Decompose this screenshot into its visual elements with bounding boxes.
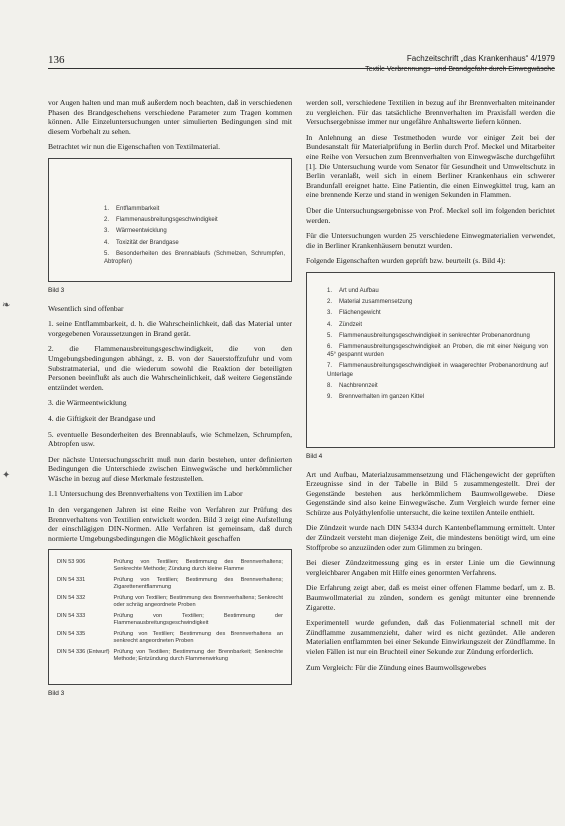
- list-item: 5. Flammenausbreitungsgeschwindigkeit in senkrechter Probenanordnung: [327, 332, 530, 339]
- table-row: DIN 54 336 (Entwurf) Prüfung von Textilien; Bestimmung der Brennbarkeit; Senkrechte Methode; Entzündung durch Flammenwirkung: [57, 649, 283, 663]
- subsection-paragraph: In den vergangenen Jahren ist eine Reihe von Verfahren zur Prüfung des Brennverhaltens von Textilien entwickelt worden. Bild 3 zeigt eine Aufstellung der einschlägigen DIN-Normen. Alle Verfahren ist gemeinsam, daß durch normierte Umgebungsbedingungen die Möglichkeit geschaffen: [48, 505, 292, 543]
- list-item: 5. Besonderheiten des Brennablaufs (Schmelzen, Schrumpfen, Abtropfen): [104, 250, 285, 265]
- subsection-heading: 1.1 Untersuchung des Brennverhaltens von Textilien im Labor: [48, 489, 243, 499]
- paragraph: Bei dieser Zündzeitmessung ging es in erster Linie um die Gewinnung vergleichbarer Angaben mit Hilfe eines genormten Verfahrens.: [306, 558, 555, 577]
- figure-box-standards: [48, 549, 292, 685]
- figure-caption: Bild 3: [48, 286, 65, 294]
- lead-paragraph: Betrachtet wir nun die Eigenschaften von Textilmaterial.: [48, 142, 221, 152]
- list-item: 9. Brennverhalten im ganzen Kittel: [327, 393, 425, 400]
- table-row: DIN 54 335 Prüfung von Textilien; Bestimmung des Brennverhaltens an senkrecht angeordneten Proben: [57, 631, 283, 645]
- paragraph: werden soll, verschiedene Textilien in bezug auf ihr Brennverhalten miteinander zu vergleichen. Für das tatsächliche Brennverhalten im Praxisfall werden die Versuchsergebnisse immer nur ungefähre Anhaltswerte liefern können.: [306, 98, 555, 127]
- point-item: 5. eventuelle Besonderheiten des Brennablaufs, wie Schmelzen, Schrumpfen, Abtropfen usw.: [48, 429, 292, 449]
- list-item: 7. Flammenausbreitungsgeschwindigkeit in waagerechter Probenanordnung auf Unterlage: [327, 363, 548, 378]
- margin-mark: ❧: [2, 300, 11, 311]
- page-number: 136: [48, 54, 65, 66]
- left-column: [48, 98, 292, 707]
- list-item: 3. Flächengewicht: [327, 310, 381, 317]
- list-item: 2. Material zusammensetzung: [327, 299, 413, 306]
- paragraph: Art und Aufbau, Materialzusammensetzung und Flächengewicht der geprüften Erzeugnisse sind in der Tabelle in Bild 5 zusammengestellt. Drei der Gegenstände bestehen aus herkömmlichem Baumwollgewebe. Diese Gegenstände sind also keine Einwegwäsche. Zum Vergleich wurde ferner eine Schürze aus Polyäthylenfolie untersucht, die keine textilen Anteile enthielt.: [306, 469, 555, 517]
- table-row: DIN 54 332 Prüfung von Textilien; Bestimmung des Brennverhaltens; Senkrecht oder schräg angeordnete Proben: [57, 595, 283, 609]
- point-item: 1. seine Entflammbarkeit, d. h. die Wahrscheinlichkeit, daß das Material unter vorgegebenen Voraussetzungen in Brand gerät.: [48, 319, 292, 338]
- tested-properties-list: [317, 281, 548, 401]
- page-header: [48, 52, 555, 82]
- list-item: 1. Art und Aufbau: [327, 287, 379, 294]
- paragraph: Experimentell wurde gefunden, daß das Folienmaterial schnell mit der Zündflamme zusammenzieht, daher wird es nicht gezündet. Alle anderen Materialien entflammten bei einer Sekunde Einwirkungszeit der Zündflamme. In vielen Fällen ist nur ein Bruchteil einer Sekunde zur Zündung erforderlich.: [306, 618, 555, 656]
- point-item: 3. die Wärmeentwicklung: [48, 398, 127, 408]
- paragraph: Folgende Eigenschaften wurden geprüft bzw. beurteilt (s. Bild 4):: [306, 256, 506, 266]
- list-item: 3. Wärmeentwicklung: [104, 228, 167, 235]
- table-row: DIN 54 333 Prüfung von Textilien; Bestimmung der Flammenausbreitungsgeschwindigkeit: [57, 613, 283, 627]
- list-item: 6. Flammenausbreitungsgeschwindigkeit an Proben, die mit einer Neigung von 45° gespannt wurden: [327, 343, 548, 359]
- paragraph: Die Erfahrung zeigt aber, daß es meist einer offenen Flamme bedarf, um z. B. Baumwollmaterial zu zünden, sondern es genügt mitunter eine brennende Zigarette.: [306, 583, 555, 612]
- practice-paragraph: Der nächste Untersuchungsschritt muß nun darin bestehen, unter definierten Bedingungen die Unterschiede zwischen Einwegwäsche und herkömmlicher Wäsche in bezug auf diese Merkmale festzustellen.: [48, 454, 292, 483]
- table-row: DIN 53 906 Prüfung von Textilien; Bestimmung des Brennverhaltens; Senkrechte Methode; Zündung durch kleine Flamme: [57, 559, 283, 573]
- paragraph: In Anlehnung an diese Testmethoden wurde vor einiger Zeit bei der Bundesanstalt für Materialprüfung in Berlin durch Prof. Meckel und Mitarbeiter eine Reihe von Versuchen zum Brennverhalten von Einwegwäsche durchgeführt [1]. Die Untersuchung wurde vom Senator für Gesundheit und Umweltschutz in Berlin veranlaßt, weil sich in einem Berliner Krankenhaus ein schwerer Brandunfall ereignet hatte. Eine Patientin, die einen Einwegkittel trug, kam an eine brennende Kerze und stand in wenigen Sekunden in Flammen.: [306, 132, 555, 200]
- standards-table: [55, 558, 285, 666]
- point-item: 4. die Giftigkeit der Brandgase und: [48, 413, 156, 423]
- figure-caption: Bild 3: [48, 690, 65, 698]
- paragraph: Für die Untersuchungen wurden 25 verschiedene Einwegmaterialien verwendet, die in Berliner Krankenhäusern benutzt wurden.: [306, 231, 555, 250]
- paragraph: Über die Untersuchungsergebnisse von Prof. Meckel soll im folgenden berichtet werden.: [306, 205, 555, 225]
- header-rule: [48, 68, 555, 69]
- list-item: 4. Zündzeit: [327, 321, 363, 328]
- properties-list: [59, 167, 285, 266]
- figure-box-properties: [48, 158, 292, 282]
- journal-title: Fachzeitschrift „das Krankenhaus“ 4/1979: [406, 54, 555, 63]
- figure-caption: Bild 4: [306, 452, 323, 460]
- section-title: Textile Verbrennungs- und Brandgefahr durch Einwegwäsche: [365, 66, 555, 73]
- list-item: 4. Toxizität der Brandgase: [104, 239, 179, 246]
- margin-mark: ✦: [2, 470, 11, 481]
- intro-paragraph: vor Augen halten und man muß außerdem noch beachten, daß in verschiedenen Phasen des Brandgeschehens verschiedene Parameter zum Tragen kommen können. Alle Einzeluntersuchungen unter simulierten Bedingungen sind mit diesem Vorbehalt zu sehen.: [48, 98, 292, 136]
- list-item: 8. Nachbrennzeit: [327, 382, 378, 389]
- point-item: 2. die Flammenausbreitungsgeschwindigkeit, die von den Umgebungsbedingungen abhängt, z. B. von der Sauerstoffzufuhr und vom Substratmaterial, und die wiederum sowohl die Reaktion der beteiligten Personen beeinflußt als auch die Wahrscheinlichkeit, daß weitere Gegenstände entzündet werden.: [48, 344, 292, 392]
- list-item: 2. Flammenausbreitungsgeschwindigkeit: [104, 217, 218, 224]
- essential-heading: Wesentlich sind offenbar: [48, 303, 124, 313]
- list-item: 1. Entflammbarkeit: [104, 205, 160, 212]
- table-row: DIN 54 331 Prüfung von Textilien; Bestimmung des Brennverhaltens; Zigarettenentflammung: [57, 577, 283, 591]
- right-column: [306, 98, 555, 678]
- paragraph: Zum Vergleich: Für die Zündung eines Baumwollsgewebes: [306, 662, 487, 672]
- paragraph: Die Zündzeit wurde nach DIN 54334 durch Kantenbeflammung ermittelt. Unter der Zündzeit versteht man diejenige Zeit, die mindestens benötigt wird, um eine Stoffprobe so anzuzünden oder zum Glimmen zu bringen.: [306, 523, 555, 552]
- figure-box-tested-properties: [306, 272, 555, 448]
